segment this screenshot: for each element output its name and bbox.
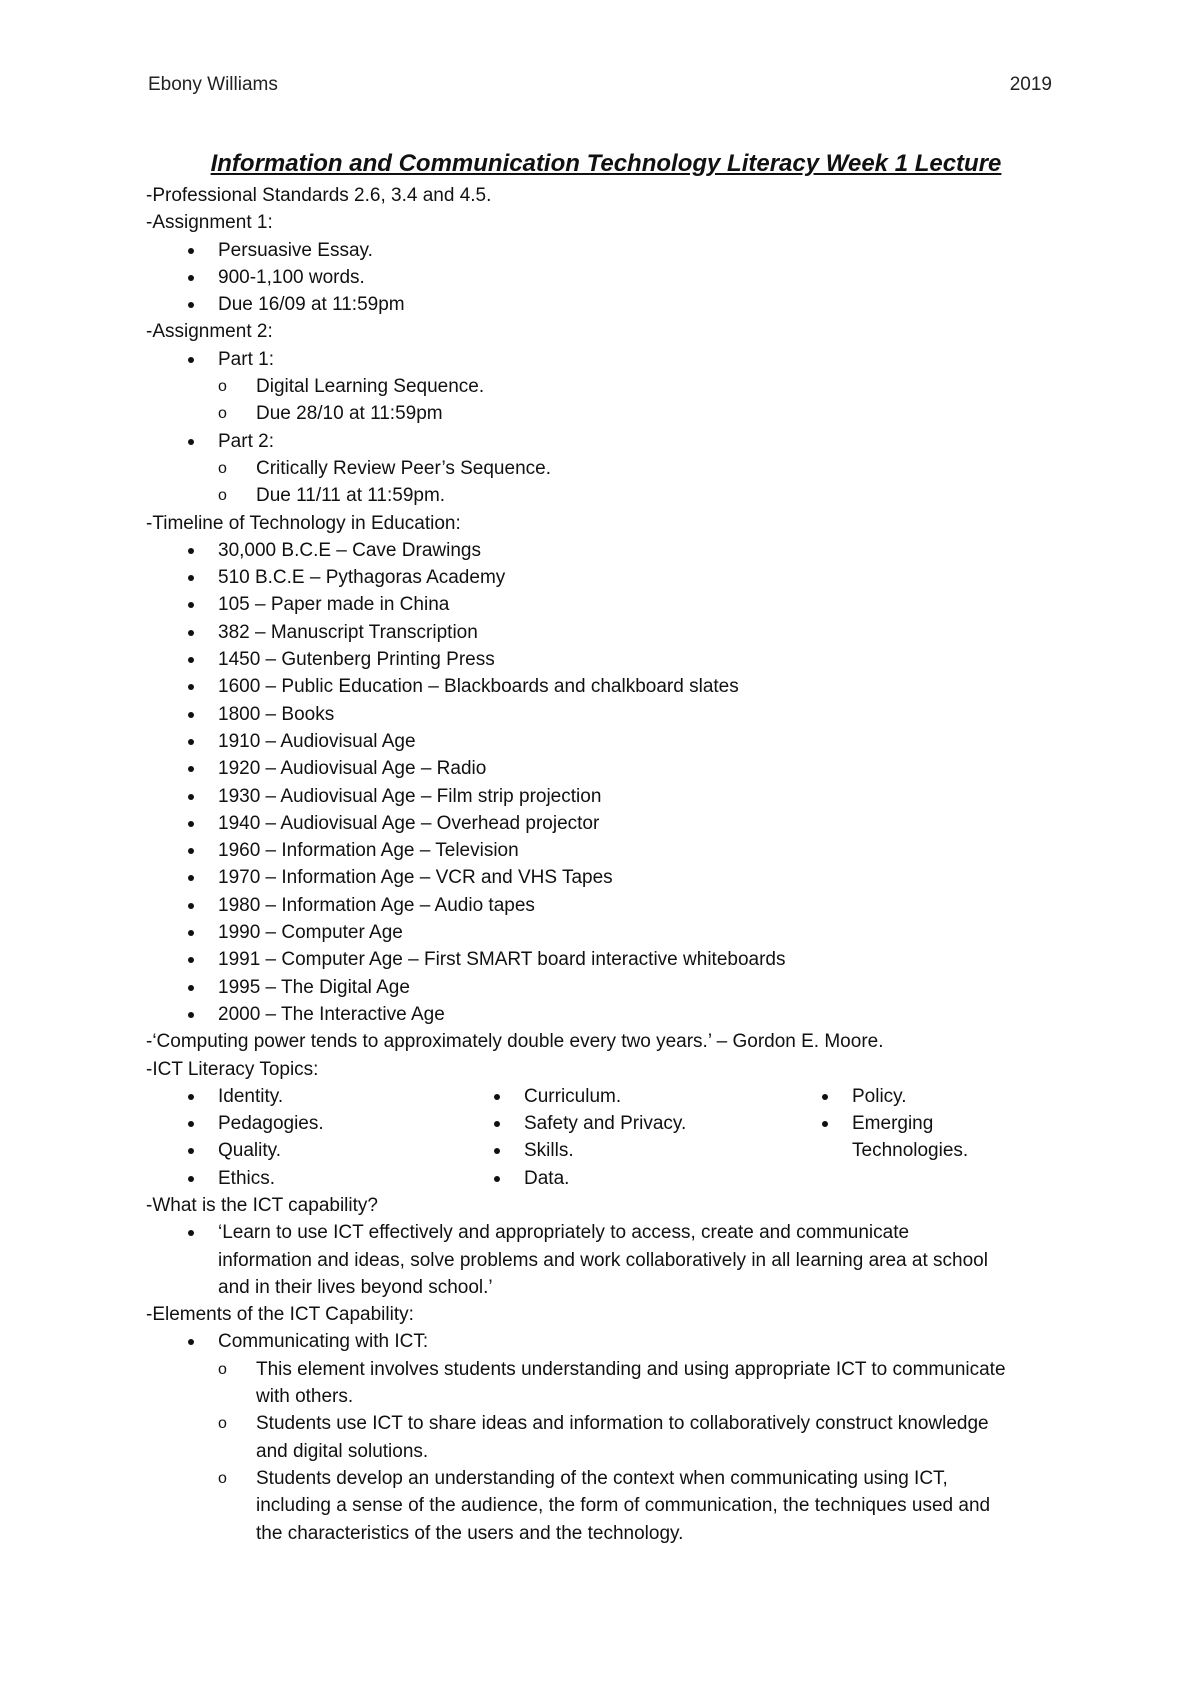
list-item: Identity. [146, 1083, 474, 1110]
bullet-icon [188, 848, 194, 854]
timeline-item: 1995 – The Digital Age [146, 974, 1066, 1001]
bullet-icon [188, 1176, 194, 1182]
topics-column-3 [802, 1083, 1066, 1192]
bullet-icon [188, 657, 194, 663]
list-item: Ethics. [146, 1165, 474, 1192]
timeline-item: 510 B.C.E – Pythagoras Academy [146, 564, 1066, 591]
assignment2-heading: -Assignment 2: [146, 321, 273, 343]
bullet-icon [822, 1121, 828, 1127]
timeline-item: 382 – Manuscript Transcription [146, 619, 1066, 646]
timeline-list [146, 537, 1066, 1028]
timeline-item: 1990 – Computer Age [146, 919, 1066, 946]
sub-list-item: o Digital Learning Sequence. [146, 373, 1066, 400]
list-item: Curriculum. [474, 1083, 802, 1110]
bullet-icon [494, 1094, 500, 1100]
list-item: Communicating with ICT: [146, 1328, 1066, 1355]
sub-list-item-continuation: with others. [256, 1386, 354, 1408]
timeline-item: 1980 – Information Age – Audio tapes [146, 892, 1066, 919]
bullet-icon [494, 1176, 500, 1182]
list-item: Quality. [146, 1137, 474, 1164]
header-year: 2019 [1009, 74, 1052, 95]
timeline-item: 1930 – Audiovisual Age – Film strip projection [146, 783, 1066, 810]
timeline-item: 1960 – Information Age – Television [146, 837, 1066, 864]
topics-columns [146, 1083, 1066, 1192]
circle-bullet-icon: o [218, 378, 227, 396]
bullet-icon [188, 684, 194, 690]
timeline-item: 1600 – Public Education – Blackboards and chalkboard slates [146, 673, 1066, 700]
timeline-item: 105 – Paper made in China [146, 591, 1066, 618]
list-item: Skills. [474, 1137, 802, 1164]
bullet-icon [188, 712, 194, 718]
circle-bullet-icon: o [218, 1360, 227, 1378]
list-item: Data. [474, 1165, 802, 1192]
list-item: Safety and Privacy. [474, 1110, 802, 1137]
bullet-icon [188, 821, 194, 827]
list-item-continuation: and in their lives beyond school.’ [218, 1276, 493, 1298]
list-item-continuation: information and ideas, solve problems and work collaboratively in all learning area at school [218, 1249, 988, 1271]
bullet-icon [188, 930, 194, 936]
topics-heading: -ICT Literacy Topics: [146, 1058, 319, 1080]
bullet-icon [188, 875, 194, 881]
bullet-icon [188, 357, 194, 363]
sub-list-item-continuation: and digital solutions. [256, 1440, 429, 1462]
bullet-icon [188, 439, 194, 445]
bullet-icon [188, 1012, 194, 1018]
list-item: Pedagogies. [146, 1110, 474, 1137]
circle-bullet-icon: o [218, 1469, 227, 1487]
bullet-icon [188, 739, 194, 745]
circle-bullet-icon: o [218, 405, 227, 423]
timeline-item: 2000 – The Interactive Age [146, 1001, 1066, 1028]
timeline-item: 1940 – Audiovisual Age – Overhead projector [146, 810, 1066, 837]
list-item-continuation: Technologies. [852, 1140, 969, 1162]
list-item: Part 2: [146, 428, 1066, 455]
bullet-icon [188, 1230, 194, 1236]
bullet-icon [188, 1121, 194, 1127]
topics-column-2 [474, 1083, 802, 1192]
timeline-item: 1450 – Gutenberg Printing Press [146, 646, 1066, 673]
bullet-icon [188, 548, 194, 554]
timeline-heading: -Timeline of Technology in Education: [146, 512, 461, 534]
sub-list-item: o Students develop an understanding of the context when communicating using ICT, [146, 1465, 1066, 1492]
sub-list-item-continuation: the characteristics of the users and the technology. [256, 1522, 684, 1544]
capability-heading: -What is the ICT capability? [146, 1194, 378, 1216]
circle-bullet-icon: o [218, 459, 227, 477]
page-title: Information and Communication Technology Literacy Week 1 Lecture [210, 150, 1002, 177]
standards-line: -Professional Standards 2.6, 3.4 and 4.5. [146, 185, 492, 206]
list-item: Emerging [802, 1110, 1066, 1137]
bullet-icon [188, 630, 194, 636]
list-item: Policy. [802, 1083, 1066, 1110]
assignment1-heading: -Assignment 1: [146, 212, 273, 234]
list-item: 900-1,100 words. [146, 264, 1066, 291]
sub-list-item: o Due 11/11 at 11:59pm. [146, 482, 1066, 509]
sub-list-item: o Due 28/10 at 11:59pm [146, 400, 1066, 427]
bullet-icon [188, 903, 194, 909]
timeline-item: 1991 – Computer Age – First SMART board interactive whiteboards [146, 946, 1066, 973]
bullet-icon [188, 957, 194, 963]
list-item: Persuasive Essay. [146, 237, 1066, 264]
bullet-icon [188, 575, 194, 581]
topics-column-1 [146, 1083, 474, 1192]
timeline-item: 1910 – Audiovisual Age [146, 728, 1066, 755]
sub-list-item: o This element involves students understanding and using appropriate ICT to communicate [146, 1356, 1066, 1383]
circle-bullet-icon: o [218, 487, 227, 505]
bullet-icon [494, 1148, 500, 1154]
list-item: Due 16/09 at 11:59pm [146, 291, 1066, 318]
sub-list-item-continuation: including a sense of the audience, the form of communication, the techniques used and [256, 1495, 991, 1517]
bullet-icon [188, 1148, 194, 1154]
header-author: Ebony Williams [148, 74, 278, 95]
bullet-icon [188, 794, 194, 800]
bullet-icon [188, 602, 194, 608]
bullet-icon [494, 1121, 500, 1127]
list-item: ‘Learn to use ICT effectively and appropriately to access, create and communicate [146, 1219, 1066, 1246]
bullet-icon [188, 302, 194, 308]
elements-heading: -Elements of the ICT Capability: [146, 1304, 414, 1326]
circle-bullet-icon: o [218, 1415, 227, 1433]
bullet-icon [188, 1094, 194, 1100]
moore-quote: -‘Computing power tends to approximately double every two years.’ – Gordon E. Moore. [146, 1031, 884, 1053]
timeline-item: 30,000 B.C.E – Cave Drawings [146, 537, 1066, 564]
bullet-icon [188, 1339, 194, 1345]
bullet-icon [188, 248, 194, 254]
sub-list-item: o Critically Review Peer’s Sequence. [146, 455, 1066, 482]
timeline-item: 1920 – Audiovisual Age – Radio [146, 755, 1066, 782]
bullet-icon [188, 275, 194, 281]
timeline-item: 1970 – Information Age – VCR and VHS Tapes [146, 864, 1066, 891]
timeline-item: 1800 – Books [146, 701, 1066, 728]
sub-list-item: o Students use ICT to share ideas and information to collaboratively construct knowledge [146, 1410, 1066, 1437]
document-body [146, 148, 1066, 1547]
bullet-icon [188, 766, 194, 772]
bullet-icon [188, 985, 194, 991]
list-item: Part 1: [146, 346, 1066, 373]
bullet-icon [822, 1094, 828, 1100]
